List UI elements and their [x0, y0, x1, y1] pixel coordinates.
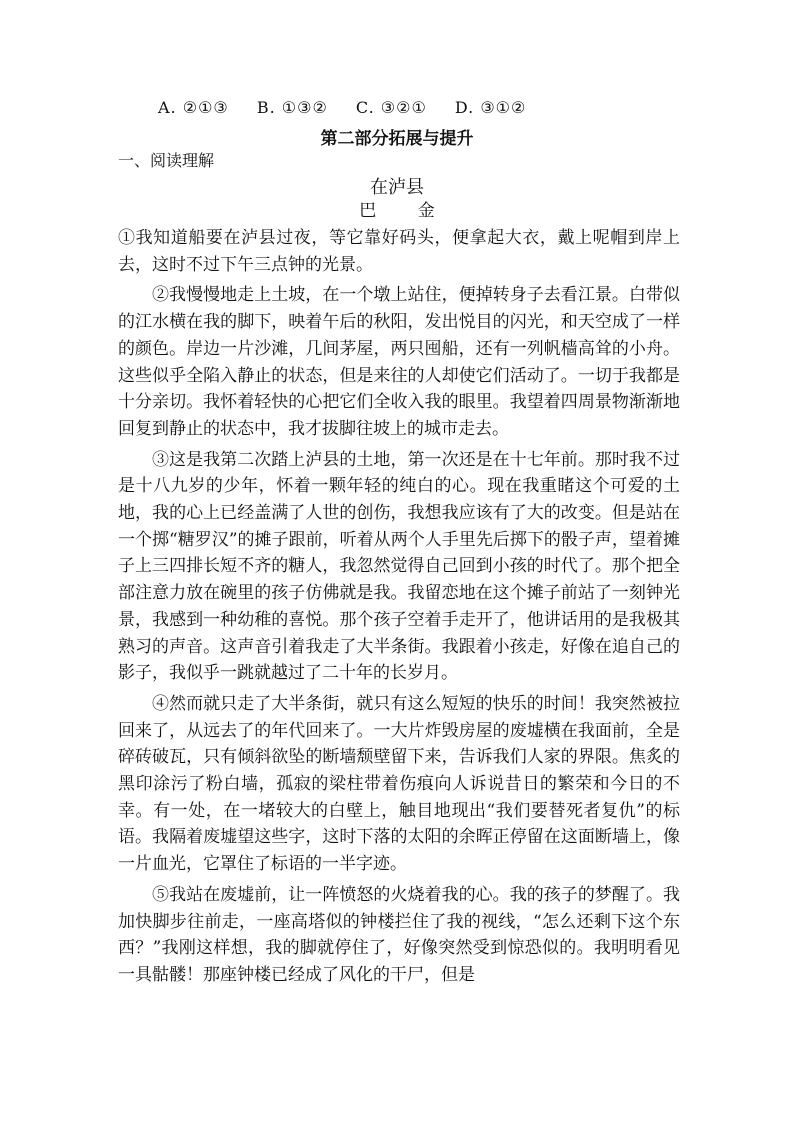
article-author: 巴 金	[359, 201, 453, 221]
option-b: B. ①③②	[256, 98, 328, 117]
section-title: 一、阅读理解	[118, 151, 215, 170]
paragraph-5: ⑤我站在废墟前，让一阵愤怒的火烧着我的心。我的孩子的梦醒了。我加快脚步往前走，一座高塔似的钟楼拦住了我的视线，“怎么还剩下这个东西？”我刚这样想，我的脚就停住了，好像突然受到惊恐似的。我明明看见一具骷髅！那座钟楼已经成了风化的干尸，但是	[118, 884, 680, 985]
paragraph-2: ②我慢慢地走上土坡，在一个墩上站住，便掉转身子去看江景。白带似的江水横在我的脚下，映着午后的秋阳，发出悦目的闪光，和天空成了一样的颜色。岸边一片沙滩，几间茅屋，两只囤船，还有一列帆樯高耸的小舟。这些似乎全陷入静止的状态，但是来往的人却使它们活动了。一切于我都是十分亲切。我怀着轻快的心把它们全收入我的眼里。我望着四周景物渐渐地回复到静止的状态中，我才拔脚往坡上的城市走去。	[118, 285, 680, 439]
article-body	[118, 225, 680, 993]
paragraph-1: ①我知道船要在泸县过夜，等它靠好码头，便拿起大衣，戴上呢帽到岸上去，这时不过下午三点钟的光景。	[118, 228, 680, 275]
option-d: D. ③①②	[454, 98, 527, 117]
paragraph-4: ④然而就只走了大半条街，就只有这么短短的快乐的时间！我突然被拉回来了，从远去了的年代回来了。一大片炸毁房屋的废墟横在我面前，全是碎砖破瓦，只有倾斜欲坠的断墙颓壁留下来，告诉我们人家的界限。焦炙的黑印涂污了粉白墙，孤寂的梁柱带着伤痕向人诉说昔日的繁荣和今日的不幸。有一处，在一堵较大的白壁上，触目地现出“我们要替死者复仇”的标语。我隔着废墟望这些字，这时下落的太阳的余晖正停留在这面断墙上，像一片血光，它罩住了标语的一半字迹。	[118, 693, 680, 875]
paragraph-3: ③这是我第二次踏上泸县的土地，第一次还是在十七年前。那时我不过是十八九岁的少年，怀着一颗年轻的纯白的心。现在我重睹这个可爱的土地，我的心上已经盖满了人世的创伤，我想我应该有了大的改变。但是站在一个掷“糖罗汉”的摊子跟前，听着从两个人手里先后掷下的骰子声，望着摊子上三四排长短不齐的糖人，我忽然觉得自己回到小孩的时代了。那个把全部注意力放在碗里的孩子仿佛就是我。我留恋地在这个摊子前站了一刻钟光景，我感到一种幼稚的喜悦。那个孩子空着手走开了，他讲话用的是我极其熟习的声音。这声音引着我走了大半条街。我跟着小孩走，好像在追自己的影子，我似乎一跳就越过了二十年的长岁月。	[118, 449, 680, 684]
answer-options	[158, 98, 548, 117]
option-a: A. ②①③	[158, 98, 229, 117]
part-title: 第二部分拓展与提升	[320, 129, 474, 149]
option-c: C. ③②①	[355, 98, 427, 117]
article-title: 在泸县	[370, 177, 424, 198]
